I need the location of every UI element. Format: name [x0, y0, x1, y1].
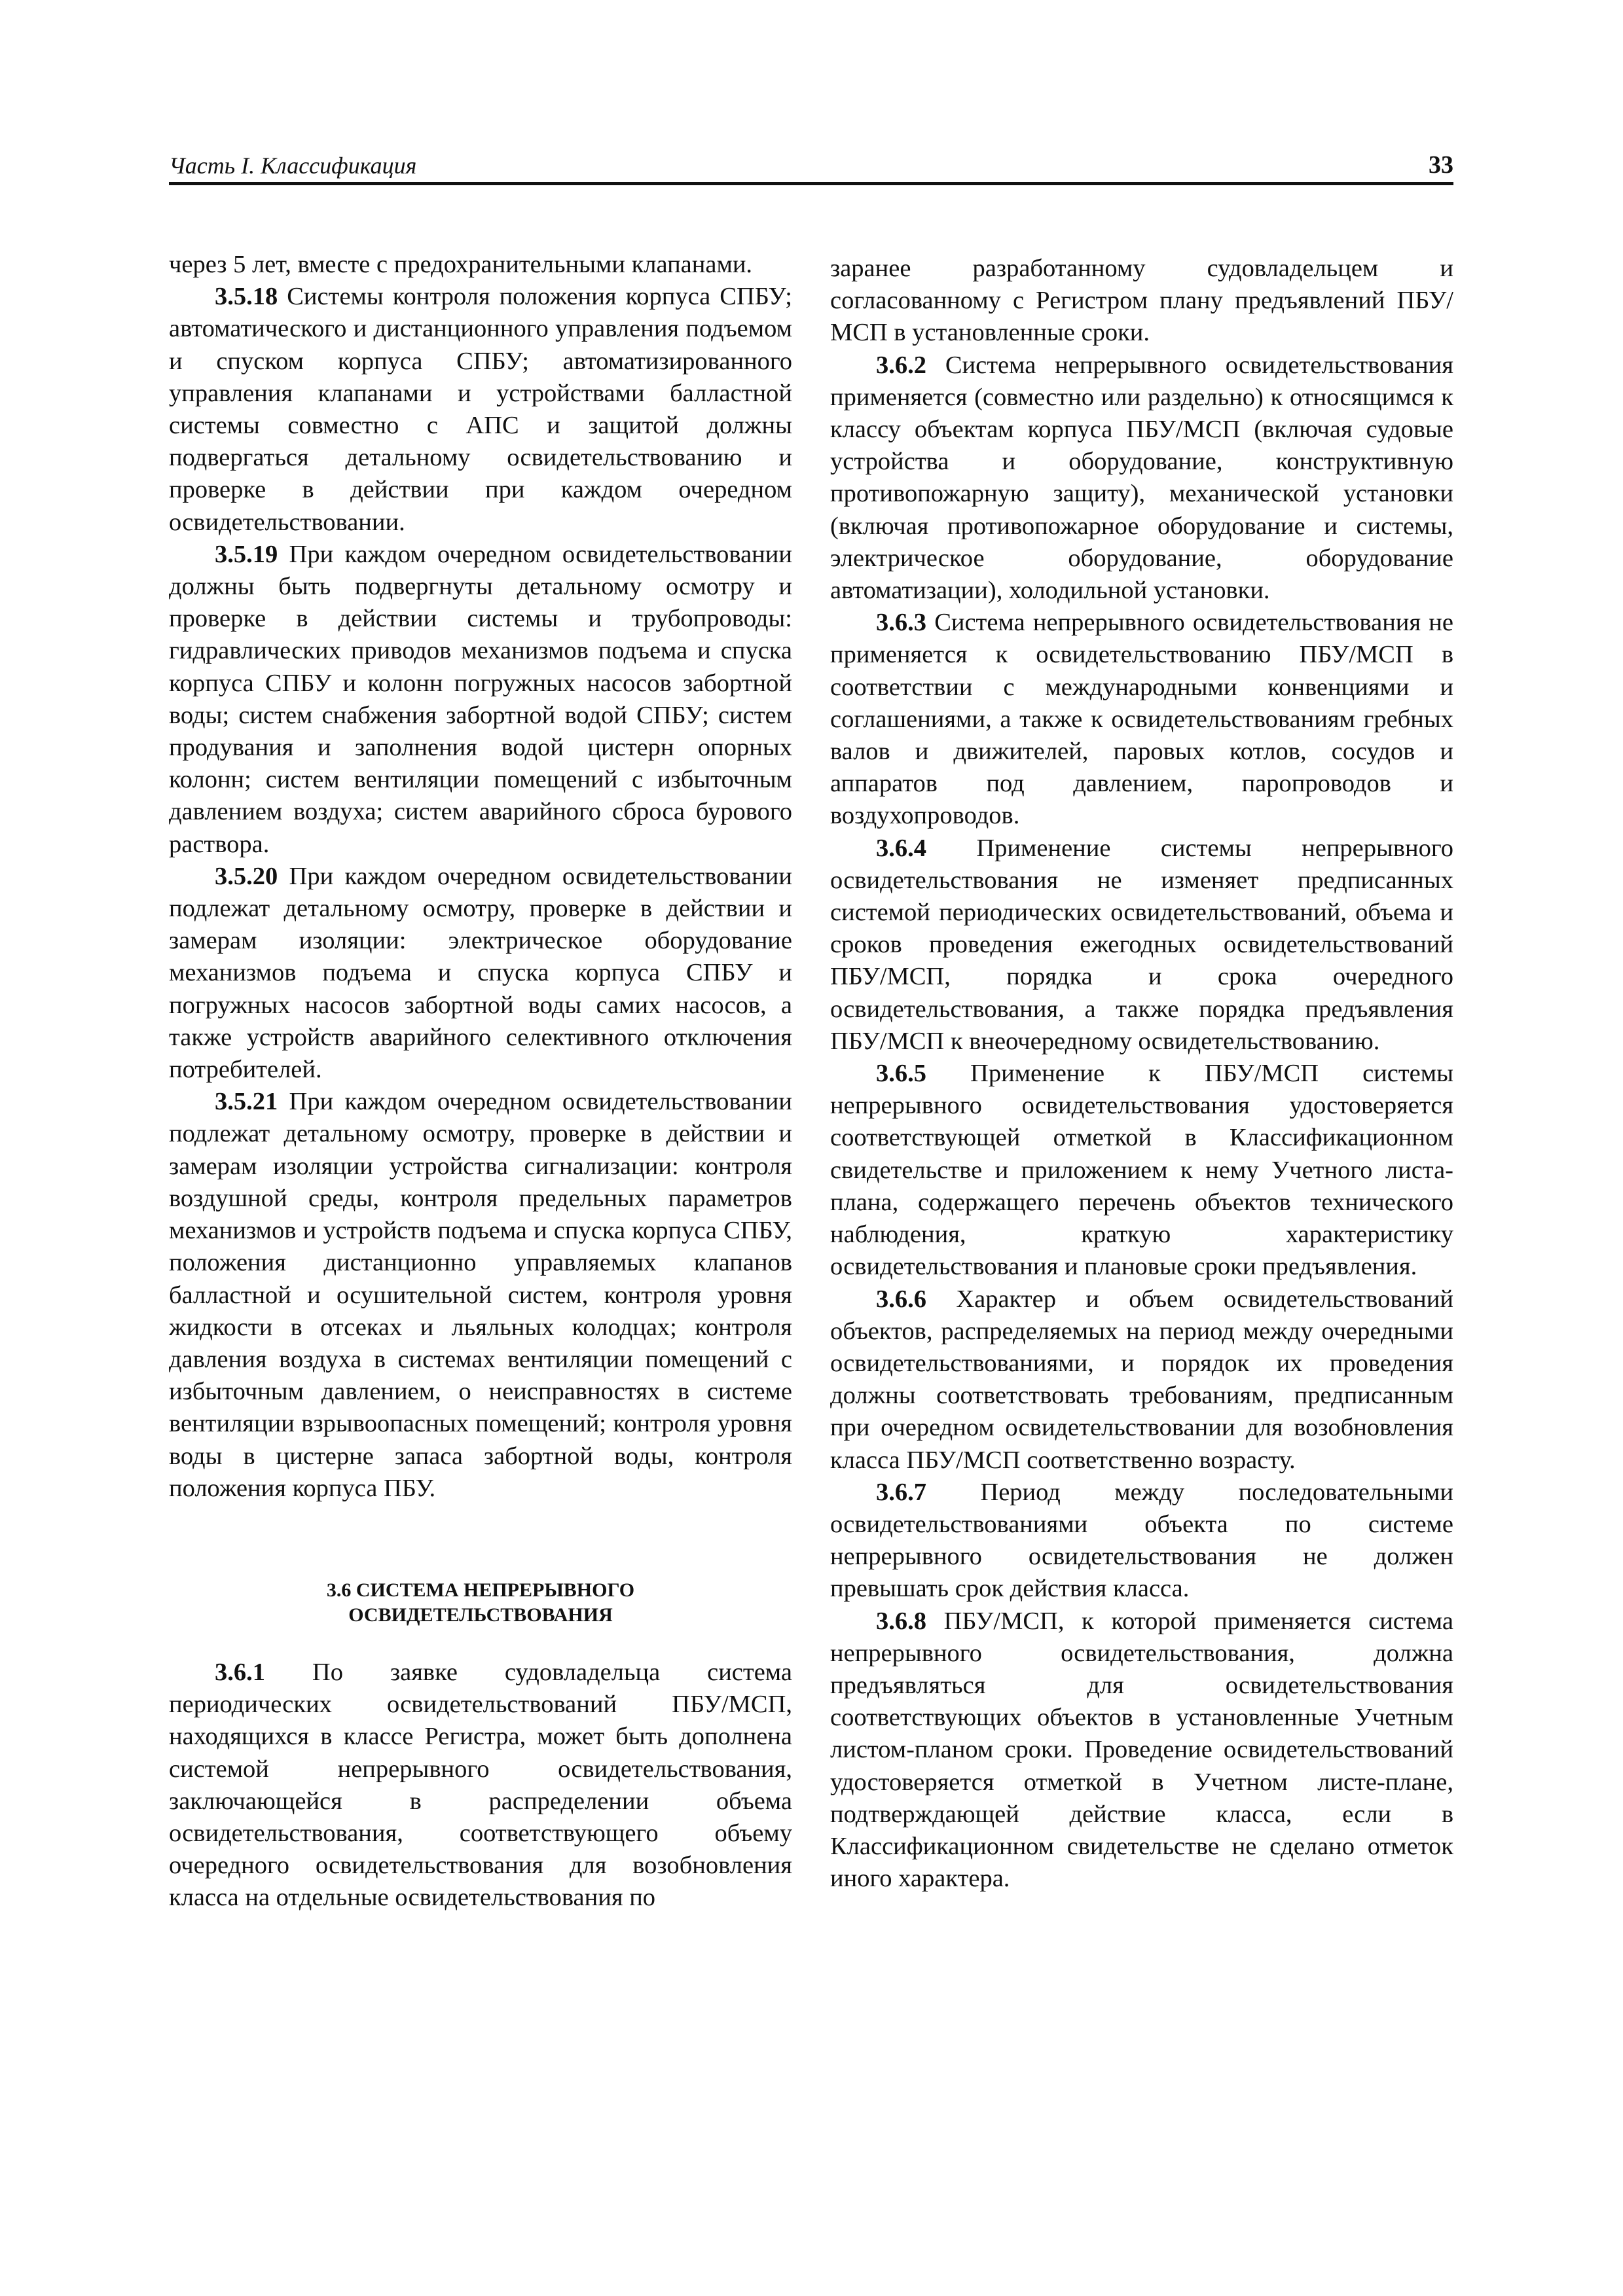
paragraph-3-6-1 [169, 1657, 792, 1914]
clause-text: Применение к ПБУ/МСП системы непрерывного освидетельствования удостоверяется соответствующей отметкой в Классификационном свидетельстве и приложением к нему Учетного листа-плана, содержащего перечень объектов технического наблюдения, краткую характеристику освидетельствования и плановые сроки предъявления. [830, 1060, 1453, 1281]
clause-text: Система непрерывного освидетельствования не применяется к освидетельствованию ПБУ/МСП в соответствии с международными конвенциями и соглашениями, а также к освидетельствованиям гребных валов и движителей, паровых котлов, сосудов и аппаратов под давлением, паропроводов и воздухопроводов. [830, 609, 1453, 830]
page-header [169, 145, 1453, 185]
clause-text: При каждом очередном освидетельствовании подлежат детальному осмотру, проверке в действии и замерам изоляции: электрическое оборудование механизмов подъема и спуска корпуса СПБУ и погружных насосов забортной воды самих насосов, а также устройств аварийного селективного отключения потребителей. [169, 862, 792, 1084]
paragraph-3-5-21 [169, 1086, 792, 1505]
clause-text: Системы контроля положения корпуса СПБУ; автоматического и дистанционного управления подъемом и спуском корпуса СПБУ; автоматизированного управления клапанами и устройствами балластной системы совместно с АПС и защитой должны подвергаться детальному освидетельствованию и проверке в действии при каждом очередном освидетельствовании. [169, 283, 792, 536]
right-column [830, 253, 1453, 1895]
section-heading-line-2: ОСВИДЕТЕЛЬСТВОВАНИЯ [348, 1604, 613, 1626]
clause-text: ПБУ/МСП, к которой применяется система непрерывного освидетельствования, должна предъявляться для освидетельствования соответствующих объектов в установленные Учетным листом-планом сроки. Проведение освидетельствований удостоверяется отметкой в Учетном листе-плане, подтверждающей действие класса, если в Классификационном свидетельстве не сделано отметок иного характера. [830, 1607, 1453, 1893]
paragraph-3-6-8 [830, 1605, 1453, 1895]
paragraph-3-6-3 [830, 607, 1453, 832]
section-heading-line-1: 3.6 СИСТЕМА НЕПРЕРЫВНОГО [326, 1579, 635, 1601]
paragraph-3-5-19 [169, 539, 792, 861]
clause-number: 3.5.19 [215, 540, 278, 568]
paragraph-3-6-7 [830, 1477, 1453, 1605]
paragraph-3-6-6 [830, 1283, 1453, 1477]
clause-number: 3.6.8 [876, 1607, 926, 1635]
section-heading [169, 1578, 792, 1628]
paragraph-3-6-5 [830, 1058, 1453, 1283]
clause-text: Система непрерывного освидетельствования применяется (совместно или раздельно) к относящимся к классу объектам корпуса ПБУ/МСП (включая судовые устройства и оборудование, конструктивную противопожарную защиту), механической установки (включая противопожарное оборудование и системы, электрическое оборудование, оборудование автоматизации), холодильной установки. [830, 351, 1453, 605]
paragraph-3-5-20 [169, 861, 792, 1086]
clause-text: По заявке судовладельца система периодических освидетельствований ПБУ/МСП, находящихся в классе Регистра, может быть дополнена системой непрерывного освидетельствования, заключающейся в распределении объема освидетельствования, соответствующего объему очередного освидетельствования для возобновления класса на отдельные освидетельствования по [169, 1658, 792, 1912]
clause-number: 3.6.2 [876, 351, 926, 379]
clause-number: 3.6.7 [876, 1478, 926, 1506]
clause-number: 3.6.6 [876, 1285, 926, 1313]
clause-number: 3.5.21 [215, 1088, 278, 1116]
paragraph-3-6-4 [830, 833, 1453, 1058]
clause-text: Характер и объем освидетельствований объектов, распределяемых на период между очередными освидетельствованиями, и порядок их проведения должны соответствовать требованиям, предписанным при очередном освидетельствовании для возобновления класса ПБУ/МСП соответственно возрасту. [830, 1285, 1453, 1474]
paragraph-continuation: заранее разработанному судовладельцем и согласованному с Регистром плану предъявлений ПБУ/МСП в установленные сроки. [830, 255, 1453, 347]
clause-number: 3.6.4 [876, 834, 926, 862]
paragraph-3-6-2 [830, 350, 1453, 607]
clause-number: 3.6.5 [876, 1060, 926, 1088]
page-number: 33 [1429, 151, 1453, 179]
clause-number: 3.6.3 [876, 609, 926, 637]
clause-number: 3.5.20 [215, 862, 278, 890]
clause-text: Применение системы непрерывного освидетельствования не изменяет предписанных системой периодических освидетельствований, объема и сроков проведения ежегодных освидетельствований ПБУ/МСП, порядка и срока очередного освидетельствования, а также порядка предъявления ПБУ/МСП к внеочередному освидетельствованию. [830, 834, 1453, 1055]
clause-number: 3.5.18 [215, 283, 278, 311]
running-title: Часть I. Классификация [169, 152, 417, 179]
clause-text: Период между последовательными освидетельствованиями объекта по системе непрерывного освидетельствования не должен превышать срок действия класса. [830, 1478, 1453, 1603]
clause-text: При каждом очередном освидетельствовании должны быть подвергнуты детальному осмотру и проверке в действии системы и трубопроводы: гидравлических приводов механизмов подъема и спуска корпуса СПБУ и колонн погружных насосов забортной воды; систем снабжения забортной водой СПБУ; систем продувания и заполнения водой цистерн опорных колонн; систем вентиляции помещений с избыточным давлением воздуха; систем аварийного сброса бурового раствора. [169, 540, 792, 858]
clause-text: При каждом очередном освидетельствовании подлежат детальному осмотру, проверке в действии и замерам изоляции устройства сигнализации: контроля воздушной среды, контроля предельных параметров механизмов и устройств подъема и спуска корпуса СПБУ, положения дистанционно управляемых клапанов балластной и осушительной систем, контроля уровня жидкости в отсеках и льяльных колодцах; контроля давления воздуха в системах вентиляции помещений с избыточным давлением, о неисправностях в системе вентиляции взрывоопасных помещений; контроля уровня воды в цистерне запаса забортной воды, контроля положения корпуса ПБУ. [169, 1088, 792, 1502]
paragraph-3-5-18 [169, 281, 792, 539]
left-column [169, 249, 792, 1914]
clause-number: 3.6.1 [215, 1658, 265, 1686]
paragraph-continuation: через 5 лет, вместе с предохранительными клапанами. [169, 251, 753, 278]
